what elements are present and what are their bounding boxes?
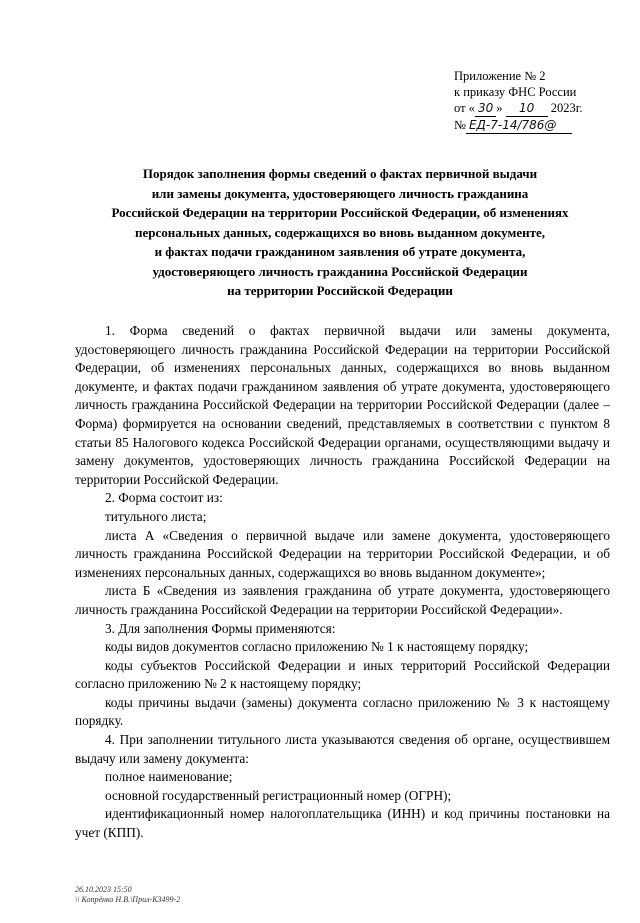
date-prefix: от « <box>454 101 475 115</box>
document-body <box>75 322 610 843</box>
order-date <box>454 100 624 117</box>
footer-timestamp: 26.10.2023 15:50 <box>75 885 132 894</box>
handwritten-day: 30 <box>475 100 496 117</box>
title-line: Российской Федерации на территории Российской Федерации, об изменениях <box>111 205 569 220</box>
title-line: или замены документа, удостоверяющего личность гражданина <box>151 185 529 201</box>
order-reference: к приказу ФНС России <box>454 85 577 99</box>
title-line: персональных данных, содержащихся во вновь выданном документе, <box>134 224 545 240</box>
order-number <box>454 117 624 134</box>
date-year: 2023 <box>550 101 576 115</box>
footer-file-path: \\ Копрёнко Н.В.\Прил-К3499-2 <box>75 894 181 904</box>
number-prefix: № <box>454 118 466 132</box>
title-line: и фактах подачи гражданином заявления об утрате документа, <box>154 244 526 259</box>
appendix-label: Приложение № 2 <box>454 69 546 83</box>
paragraph-1: 1. Форма сведений о фактах первичной выдачи или замены документа, удостоверяющего личность гражданина Российской Федерации на территории Российской Федерации, об изменениях персональных данных, содержащихся во вновь выданном документе, и фактах подачи гражданином заявления об утрате документа, удостоверяющего личность гражданина Российской Федерации на территории Российской Федерации (далее – Форма) формируется на основании сведений, представляемых в соответствии с пунктом 8 статьи 85 Налогового кодекса Российской Федерации органами, осуществляющими выдачу и замену документов, удостоверяющих личность гражданина Российской Федерации на территории Российской Федерации. <box>75 323 610 487</box>
list-item-reason-codes: коды причины выдачи (замены) документа согласно приложению № 3 к настоящему порядку. <box>75 694 610 729</box>
title-line: Порядок заполнения формы сведений о фактах первичной выдачи <box>142 166 538 181</box>
paragraph-3: 3. Для заполнения Формы применяются: <box>105 620 336 636</box>
list-item-region-codes: коды субъектов Российской Федерации и иных территорий Российской Федерации согласно приложению № 2 к настоящему порядку; <box>75 657 610 692</box>
list-item-full-name: полное наименование; <box>105 769 233 785</box>
handwritten-month: 10 <box>506 100 548 117</box>
list-item-title-sheet: титульного листа; <box>105 508 207 524</box>
list-item-doc-codes: коды видов документов согласно приложению № 1 к настоящему порядку; <box>105 639 529 655</box>
list-item-ogrn: основной государственный регистрационный номер (ОГРН); <box>105 787 452 803</box>
file-footer <box>75 885 180 904</box>
paragraph-2: 2. Форма состоит из: <box>105 490 223 506</box>
title-line: удостоверяющего личность гражданина Российской Федерации <box>152 263 528 279</box>
list-item-inn-kpp: идентификационный номер налогоплательщика (ИНН) и код причины постановки на учет (КПП). <box>75 806 610 841</box>
appendix-stamp <box>454 68 624 134</box>
list-item-sheet-b: листа Б «Сведения из заявления гражданина об утрате документа, удостоверяющего личность гражданина Российской Федерации на территории Российской Федерации». <box>75 583 610 617</box>
document-title <box>60 164 620 301</box>
year-suffix: г. <box>575 101 583 115</box>
list-item-sheet-a: листа А «Сведения о первичной выдаче или замене документа, удостоверяющего личность гражданина Российской Федерации на территории Российской Федерации, и об изменениях персональных данных, содержащихся во вновь выданном документе»; <box>75 527 610 580</box>
title-line: на территории Российской Федерации <box>227 283 453 298</box>
handwritten-number: ЕД-7-14/786@ <box>466 117 572 134</box>
date-day-close: » <box>496 101 503 115</box>
paragraph-4: 4. При заполнении титульного листа указываются сведения об органе, осуществившем выдачу или замену документа: <box>75 732 610 766</box>
